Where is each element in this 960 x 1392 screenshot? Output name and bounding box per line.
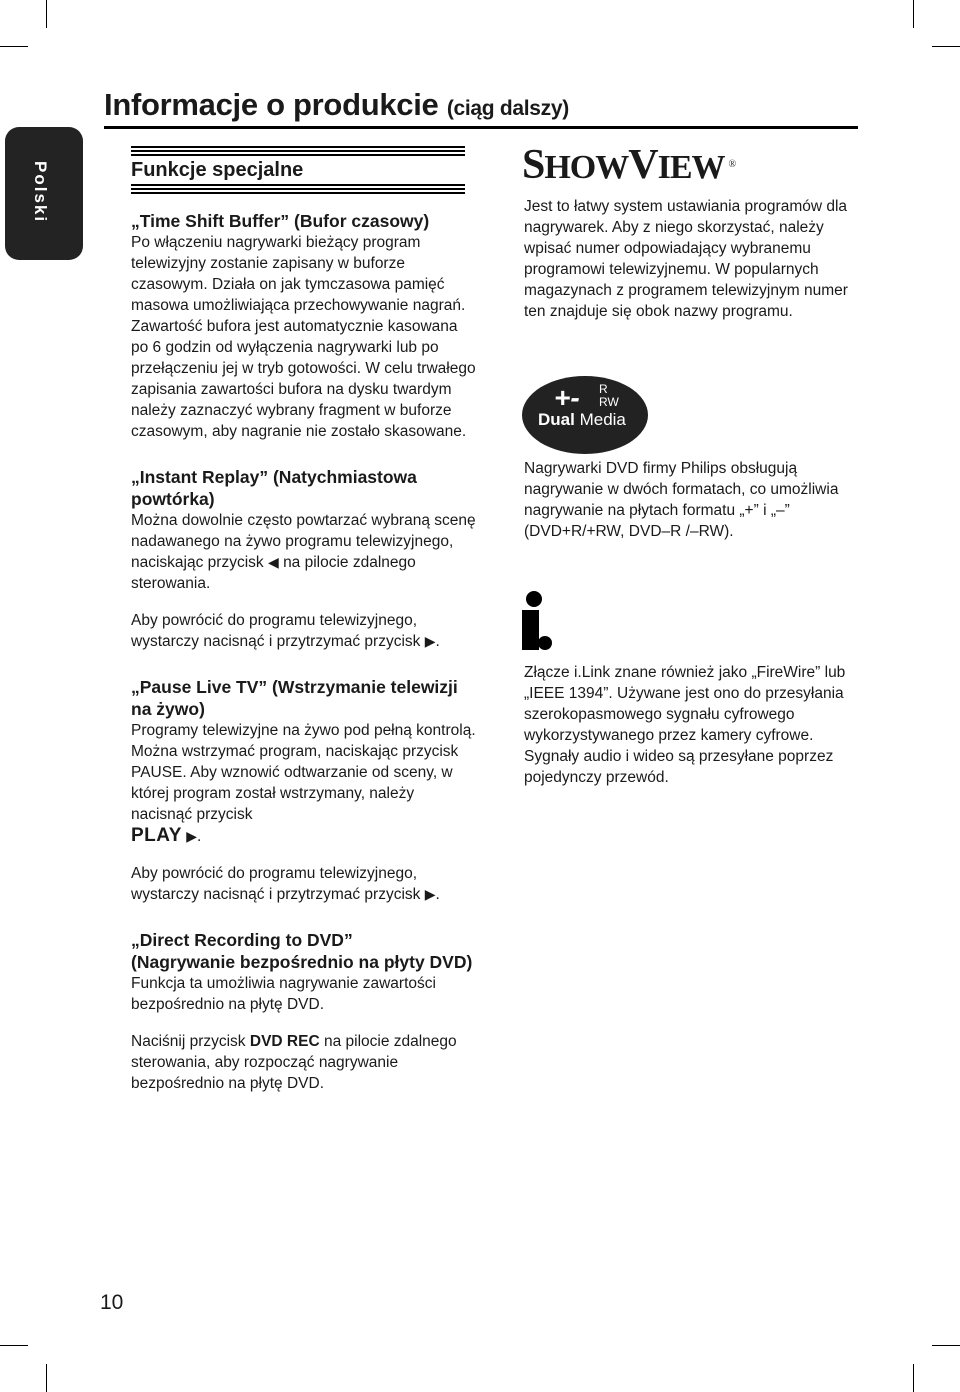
page-title-suffix: (ciąg dalszy): [446, 97, 569, 120]
heading-lines-bottom: [131, 184, 465, 196]
crop-mark: [913, 1364, 914, 1392]
heading-lines-top: [131, 146, 465, 158]
direct-rec-body-2: Naciśnij przycisk DVD REC na pilocie zdalnego sterowania, aby rozpocząć nagrywanie bezpośrednio na płytę DVD.: [131, 1033, 457, 1092]
right-column: [524, 196, 864, 322]
page-header: [104, 86, 858, 128]
direct-rec-body-1: Funkcja ta umożliwia nagrywanie zawartości bezpośrednio na płytę DVD.: [131, 975, 436, 1013]
dual-media-body: Nagrywarki DVD firmy Philips obsługują nagrywanie w dwóch formatach, co umożliwia nagrywanie na płytach formatu „+” i „–” (DVD+R/+RW, DVD–R /–RW).: [524, 460, 839, 540]
direct-rec-title-1: „Direct Recording to DVD”: [131, 930, 353, 950]
instant-replay-title: „Instant Replay” (Natychmiastowa powtórka): [131, 467, 417, 509]
language-tab-label: Polski: [31, 161, 50, 224]
ilink-section: [524, 662, 864, 788]
time-shift-body: Po włączeniu nagrywarki bieżący program telewizyjny zostanie zapisany w buforze czasowym. Działa on jak tymczasowa pamięć masowa umożliwiająca przechowywanie nagrań. Zawartość bufora jest automatycznie kasowana po 6 godzin od wyłączenia nagrywarki lub po przełączeniu jej w tryb gotowości. W celu trwałego zapisania zawartości bufora na dysku twardym należy zaznaczyć wybrany fragment w buforze czasowym, aby nagranie nie zostało skasowane.: [131, 234, 476, 440]
page-title: [104, 86, 858, 128]
showview-body: Jest to łatwy system ustawiania programów dla nagrywarek. Aby z niego skorzystać, należy wpisać numer odpowiadający wybranemu programowi telewizyjnemu. W popularnych magazynach z programem telewizyjnym numer ten znajduje się obok nazwy programu.: [524, 198, 848, 320]
time-shift-title: „Time Shift Buffer” (Bufor czasowy): [131, 211, 430, 231]
crop-mark: [932, 46, 960, 47]
play-arrow-icon: ▶: [186, 828, 198, 844]
crop-mark: [932, 1345, 960, 1346]
pause-live-body-2: Aby powrócić do programu telewizyjnego, wystarczy nacisnąć i przytrzymać przycisk ▶.: [131, 865, 440, 903]
left-column: [131, 210, 476, 1094]
dual-media-logo: +- R RW Dual Media: [522, 376, 648, 454]
title-rule: [104, 126, 858, 129]
instant-replay-body-2: Aby powrócić do programu telewizyjnego, wystarczy nacisnąć i przytrzymać przycisk ▶.: [131, 612, 440, 650]
ilink-icon: [522, 590, 552, 652]
section-heading: Funkcje specjalne: [131, 159, 304, 181]
language-tab: [5, 127, 83, 260]
play-key-label: PLAY: [131, 825, 182, 846]
showview-logo: SHOWVIEW ®: [522, 142, 736, 188]
crop-mark: [0, 1345, 28, 1346]
crop-mark: [913, 0, 914, 28]
crop-mark: [0, 46, 28, 47]
crop-mark: [46, 0, 47, 28]
left-arrow-icon: ◀: [267, 554, 279, 570]
instant-replay-body-1: Można dowolnie często powtarzać wybraną scenę nadawanego na żywo programu telewizyjnego, naciskając przycisk ◀ na pilocie zdalnego sterowania.: [131, 512, 476, 592]
play-arrow-icon: ▶: [424, 633, 436, 649]
dual-media-section: [524, 458, 864, 542]
dvd-rec-key-label: DVD REC: [249, 1033, 320, 1050]
ilink-body: Złącze i.Link znane również jako „FireWire” lub „IEEE 1394”. Używane jest ono do przesyłania szerokopasmowego sygnału cyfrowego wykorzystywanego przez kamery cyfrowe. Sygnały audio i wideo są przesyłane poprzez pojedynczy przewód.: [524, 664, 846, 786]
page-title-main: Informacje o produkcie: [104, 87, 439, 122]
direct-rec-title-2: (Nagrywanie bezpośrednio na płyty DVD): [131, 952, 473, 972]
play-arrow-icon: ▶: [424, 886, 436, 902]
pause-live-title: „Pause Live TV” (Wstrzymanie telewizji na żywo): [131, 677, 458, 719]
plus-minus-icon: +-: [554, 382, 580, 413]
crop-mark: [46, 1364, 47, 1392]
pause-live-body-1: Programy telewizyjne na żywo pod pełną kontrolą. Można wstrzymać program, naciskając przycisk PAUSE. Aby wznowić odtwarzanie od sceny, w której program został wstrzymany, należy nacisnąć przycisk PLAY ▶.: [131, 722, 476, 846]
section-heading-band: [131, 146, 465, 196]
page-number: 10: [100, 1291, 124, 1314]
